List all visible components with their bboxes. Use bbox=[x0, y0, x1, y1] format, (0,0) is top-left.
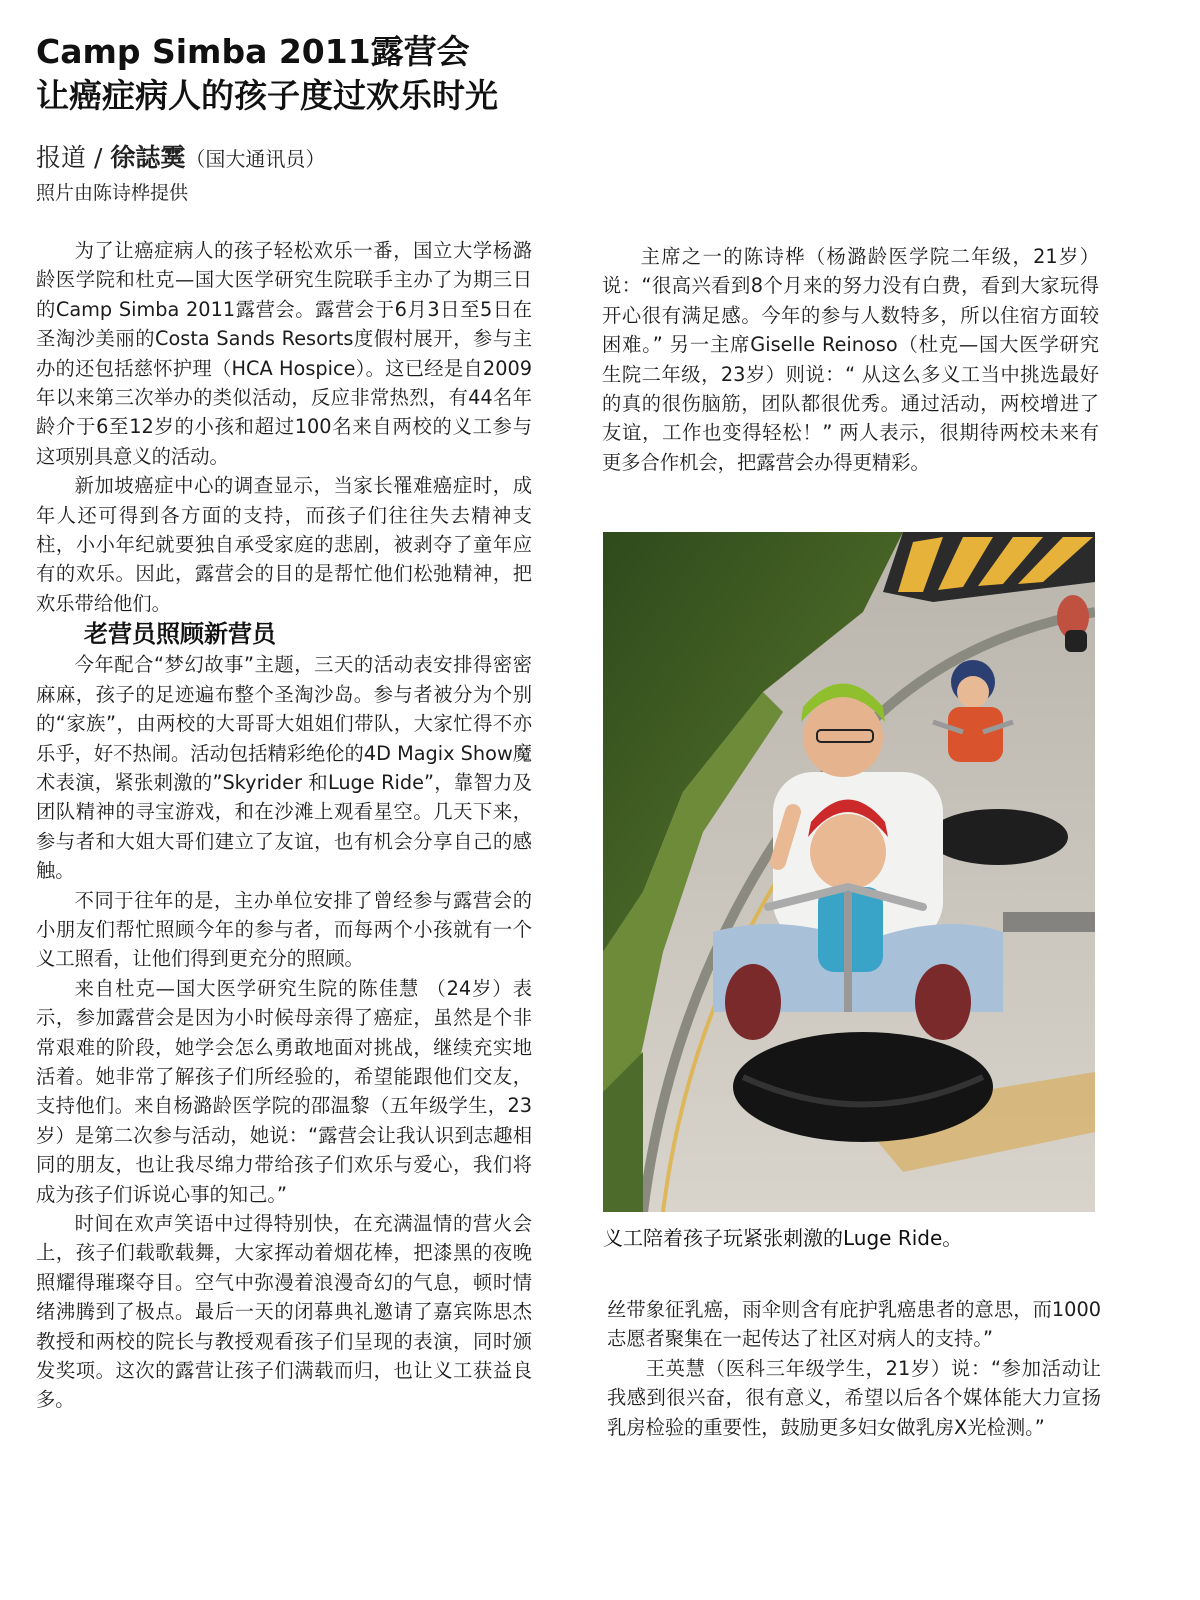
paragraph: 主席之一的陈诗桦（杨潞龄医学院二年级，21岁）说：“很高兴看到8个月来的努力没有白费，看到大家玩得开心很有满足感。今年的参与人数特多，所以住宿方面较困难。” 另一主席Giselle Reinoso（杜克—国大医学研究生院二年级，23岁）则说：“ 从这么多义工当中挑选最好的真的很伤脑筋，团队都很优秀。通过活动，两校增进了友谊，工作也变得轻松！” 两人表示，很期待两校未来有更多合作机会，把露营会办得更精彩。 bbox=[602, 245, 1099, 474]
paragraph: 时间在欢声笑语中过得特别快，在充满温情的营火会上，孩子们载歌载舞，大家挥动着烟花棒，把漆黑的夜晚照耀得璀璨夺目。空气中弥漫着浪漫奇幻的气息，顿时情绪沸腾到了极点。最后一天的闭幕典礼邀请了嘉宾陈思杰教授和两校的院长与教授观看孩子们呈现的表演，同时颁发奖项。这次的露营让孩子们满载而归，也让义工获益良多。 bbox=[36, 1212, 532, 1412]
right-column-bottom bbox=[607, 1295, 1101, 1442]
byline-author: 徐誌霙 bbox=[110, 143, 186, 172]
photo-caption: 义工陪着孩子玩紧张刺激的Luge Ride。 bbox=[603, 1226, 963, 1250]
paragraph: 新加坡癌症中心的调查显示，当家长罹难癌症时，成年人还可得到各方面的支持，而孩子们往往失去精神支柱，小小年纪就要独自承受家庭的悲剧，被剥夺了童年应有的欢乐。因此，露营会的目的是帮忙他们松弛精神，把欢乐带给他们。 bbox=[36, 474, 532, 615]
paragraph: 不同于往年的是，主办单位安排了曾经参与露营会的小朋友们帮忙照顾今年的参与者，而每两个小孩就有一个义工照看，让他们得到更充分的照顾。 bbox=[36, 888, 532, 971]
paragraph: 丝带象征乳癌，雨伞则含有庇护乳癌患者的意思，而1000志愿者聚集在一起传达了社区对病人的支持。” bbox=[607, 1298, 1101, 1351]
left-column bbox=[36, 236, 532, 1415]
byline bbox=[36, 143, 325, 174]
paragraph: 今年配合“梦幻故事”主题，三天的活动表安排得密密麻麻，孩子的足迹遍布整个圣淘沙岛。参与者被分为个别的“家族”，由两校的大哥哥大姐姐们带队，大家忙得不亦乐乎，好不热闹。活动包括精彩绝伦的4D Magix Show魔术表演，紧张刺激的”Skyrider 和Luge Ride”，靠智力及团队精神的寻宝游戏，和在沙滩上观看星空。几天下来，参与者和大姐大哥们建立了友谊，也有机会分享自己的感触。 bbox=[36, 653, 532, 883]
luge-photo bbox=[603, 532, 1095, 1212]
paragraph: 来自杜克—国大医学研究生院的陈佳慧 （24岁）表示，参加露营会是因为小时候母亲得了癌症，虽然是个非常艰难的阶段，她学会怎么勇敢地面对挑战，继续充实地活着。她非常了解孩子们所经验的，希望能跟他们交友，支持他们。来自杨潞龄医学院的邵温黎（五年级学生，23 岁）是第二次参与活动，她说：“露营会让我认识到志趣相同的朋友，也让我尽绵力带给孩子们欢乐与爱心，我们将成为孩子们诉说心事的知己。” bbox=[36, 976, 532, 1206]
title-line-2: 让癌症病人的孩子度过欢乐时光 bbox=[36, 76, 498, 115]
byline-prefix: 报道 / bbox=[36, 143, 111, 172]
paragraph: 为了让癌症病人的孩子轻松欢乐一番，国立大学杨潞龄医学院和杜克—国大医学研究生院联手主办了为期三日的Camp Simba 2011露营会。露营会于6月3日至5日在圣淘沙美丽的Costa Sands Resorts度假村展开，参与主办的还包括慈怀护理（HCA Hospice）。这已经是自2009年以来第三次举办的类似活动，反应非常热烈，有44名年龄介于6至12岁的小孩和超过100名来自两校的义工参与这项别具意义的活动。 bbox=[36, 239, 532, 468]
article-title bbox=[36, 30, 596, 118]
right-column-top bbox=[602, 242, 1099, 477]
byline-role: （国大通讯员） bbox=[185, 147, 326, 171]
paragraph: 王英慧（医科三年级学生，21岁）说：“参加活动让我感到很兴奋，很有意义，希望以后各个媒体能大力宣扬乳房检验的重要性，鼓励更多妇女做乳房X光检测。” bbox=[607, 1356, 1101, 1439]
photo-credit: 照片由陈诗桦提供 bbox=[36, 182, 189, 204]
section-subheading: 老营员照顾新营员 bbox=[84, 620, 276, 649]
title-line-1: Camp Simba 2011露营会 bbox=[36, 32, 470, 71]
luge-photo-illustration bbox=[603, 532, 1095, 1212]
